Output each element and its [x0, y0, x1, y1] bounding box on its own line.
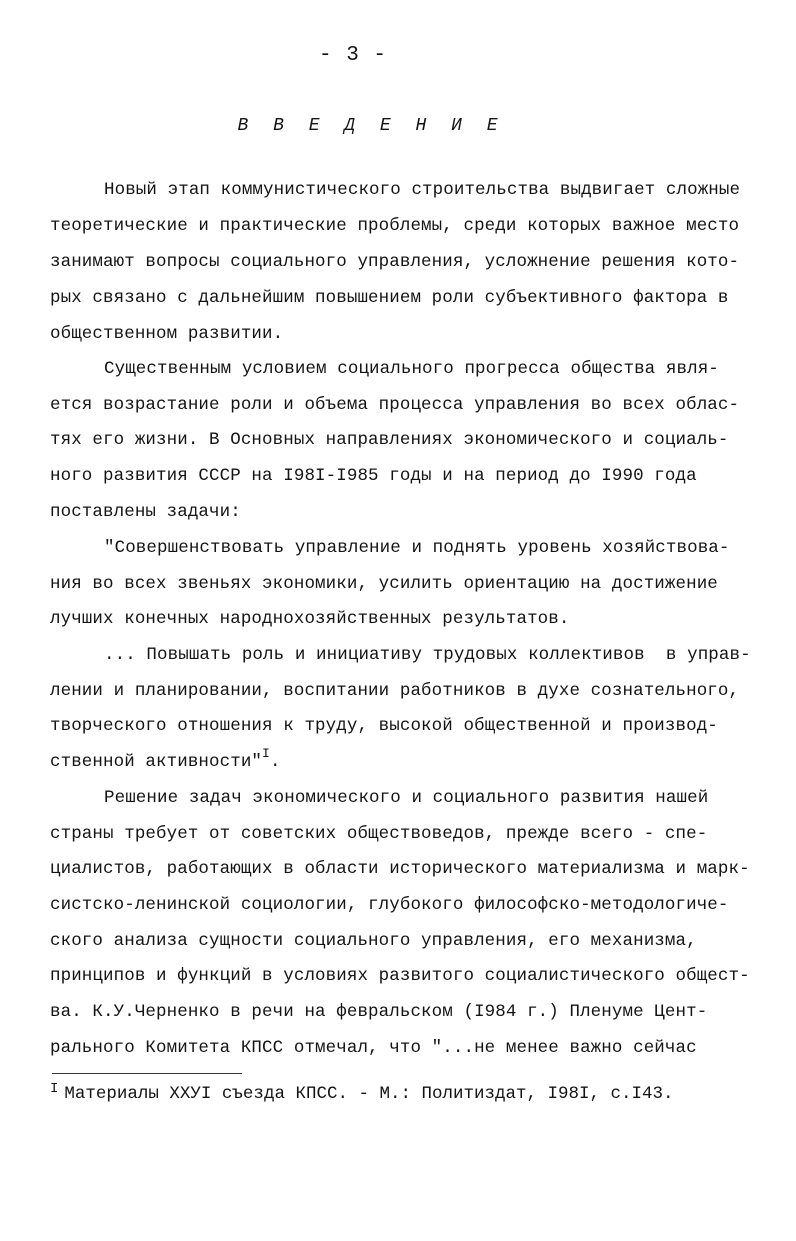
paragraph-line: принципов и функций в условиях развитого социалистического общест-: [50, 966, 750, 986]
footnote-reference: I: [262, 746, 270, 761]
quote-line: творческого отношения к труду, высокой общественной и производ-: [50, 716, 718, 736]
paragraph-line: систско-ленинской социологии, глубокого философско-методологиче-: [50, 895, 729, 915]
paragraph-line: занимают вопросы социального управления, усложнение решения кото-: [50, 252, 740, 272]
page-title: В В Е Д Е Н И Е: [237, 116, 505, 136]
paragraph-line: рального Комитета КПСС отмечал, что "...не менее важно сейчас: [50, 1038, 697, 1058]
footnote-text: Материалы XXУI съезда КПСС. - М.: Политиздат, I98I, с.I43.: [64, 1084, 674, 1104]
footnote-marker: I: [50, 1081, 59, 1097]
paragraph-line: ного развития СССР на I98I-I985 годы и на период до I990 года: [50, 466, 697, 486]
quote-line-with-footnote: [50, 746, 281, 775]
paragraph-line: циалистов, работающих в области исторического материализма и марк-: [50, 859, 750, 879]
paragraph-line: поставлены задачи:: [50, 502, 241, 522]
paragraph-line: ется возрастание роли и объема процесса управления во всех облас-: [50, 395, 740, 415]
paragraph-line: страны требует от советских обществоведов, прежде всего - спе-: [50, 824, 708, 844]
paragraph-line: Решение задач экономического и социального развития нашей: [104, 788, 709, 808]
line-end-period: .: [269, 752, 281, 772]
paragraph-line: тях его жизни. В Основных направлениях экономического и социаль-: [50, 430, 729, 450]
quote-line: лучших конечных народнохозяйственных результатов.: [50, 609, 570, 629]
paragraph-line: рых связано с дальнейшим повышением роли субъективного фактора в: [50, 288, 729, 308]
quote-line-text: ственной активности": [50, 752, 263, 772]
paragraph-line: ва. К.У.Черненко в речи на февральском (I984 г.) Пленуме Цент-: [50, 1002, 708, 1022]
quote-line: лении и планировании, воспитании работников в духе сознательного,: [50, 681, 740, 701]
page-number: - 3 -: [318, 44, 387, 67]
paragraph-line: общественном развитии.: [50, 324, 284, 344]
paragraph-line: Новый этап коммунистического строительства выдвигает сложные: [104, 180, 741, 200]
footnote: [50, 1082, 674, 1107]
quote-line: "Совершенствовать управление и поднять уровень хозяйствова-: [104, 538, 730, 558]
quote-line: ния во всех звеньях экономики, усилить ориентацию на достижение: [50, 574, 718, 594]
footnote-divider: [52, 1073, 242, 1074]
paragraph-line: Существенным условием социального прогресса общества явля-: [104, 359, 719, 379]
paragraph-line: теоретические и практические проблемы, среди которых важное место: [50, 216, 740, 236]
quote-line: ... Повышать роль и инициативу трудовых коллективов в управ-: [104, 645, 751, 665]
paragraph-line: ского анализа сущности социального управления, его механизма,: [50, 931, 697, 951]
